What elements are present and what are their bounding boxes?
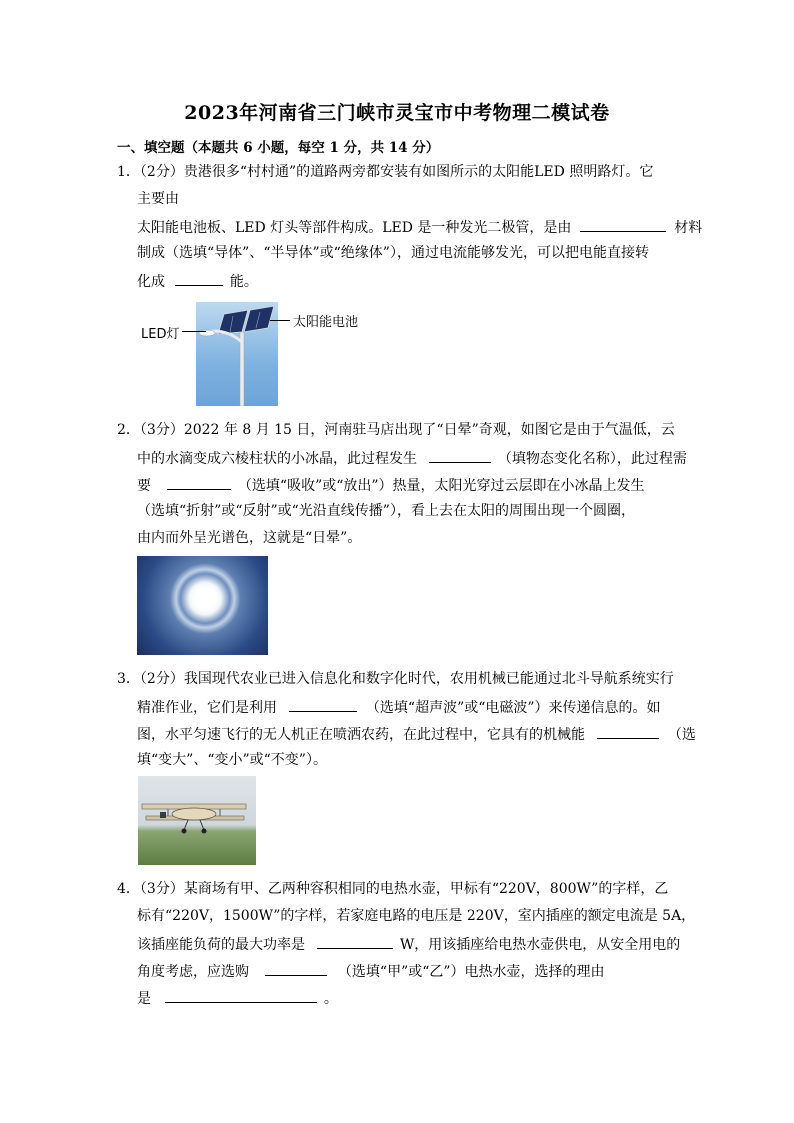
solar-panel-label: 太阳能电池 — [293, 315, 359, 330]
q4-line-3-end: W，用该插座给电热水壶供电，从安全用电的 — [399, 937, 681, 953]
panel-leader-line — [270, 320, 290, 321]
q2-line-2-end: （填物态变化名称），此过程需 — [497, 451, 687, 467]
q3-blank-2[interactable] — [597, 724, 659, 739]
q3-line-3-end: （选 — [667, 727, 696, 743]
q2-blank-2[interactable] — [167, 475, 231, 490]
q3-line-2-text: 精准作业，它们是利用 — [137, 700, 277, 716]
section-heading: 一、填空题（本题共 6 小题，每空 1 分，共 14 分） — [117, 140, 440, 156]
q1-line-3-text: 太阳能电池板、LED 灯头等部件构成。LED 是一种发光二极管，是由 — [137, 220, 572, 236]
q4-line-3-text: 该插座能负荷的最大功率是 — [137, 937, 305, 953]
q4-line-4-text: 角度考虑，应选购 — [137, 964, 249, 980]
q3-line-3-text: 图，水平匀速飞行的无人机正在喷洒农药，在此过程中，它具有的机械能 — [137, 727, 585, 743]
q1-line-1: 1．（2分）贵港很多“村村通”的道路两旁都安装有如图所示的太阳能LED 照明路灯。它 — [117, 164, 654, 180]
sun-halo-image — [137, 556, 268, 655]
q3-line-2 — [137, 697, 661, 717]
q2-line-5: 由内而外呈光谱色，这就是“日晕”。 — [137, 530, 362, 546]
q2-line-1: 2．（3分）2022 年 8 月 15 日，河南驻马店出现了“日晕”奇观，如图它是由于气温低，云 — [117, 422, 675, 438]
q4-line-3 — [137, 934, 680, 954]
q4-line-5-text: 是 — [137, 991, 151, 1007]
q1-line-3 — [137, 217, 702, 237]
q2-line-3 — [137, 475, 645, 495]
q4-line-5-end: 。 — [323, 991, 338, 1007]
crop-spraying-plane-image — [138, 776, 256, 865]
q2-line-3-end: （选填“吸收”或“放出”）热量，太阳光穿过云层即在小冰晶上发生 — [237, 478, 645, 494]
q2-line-4: （选填“折射”或“反射”或“光沿直线传播”），看上去在太阳的周围出现一个圆圈， — [137, 503, 635, 519]
q1-line-4: 制成（选填“导体”、“半导体”或“绝缘体”），通过电流能够发光，可以把电能直接转 — [137, 245, 649, 261]
q4-blank-2[interactable] — [265, 961, 327, 976]
q1-line-2: 主要由 — [137, 191, 179, 207]
q3-line-3 — [137, 724, 696, 744]
q1-line-3-end: 材料 — [674, 220, 703, 236]
page-title: 2023年河南省三门峡市灵宝市中考物理二模试卷 — [184, 102, 610, 124]
q4-line-2: 标有“220V，1500W”的字样，若家庭电路的电压是 220V，室内插座的额定电流是 5A， — [137, 908, 696, 924]
q4-blank-3[interactable] — [165, 988, 317, 1003]
q4-blank-1[interactable] — [317, 934, 393, 949]
led-leader-line — [182, 331, 206, 332]
q2-line-2 — [137, 448, 687, 468]
q1-line-5 — [137, 271, 258, 291]
q1-blank-1[interactable] — [580, 217, 666, 232]
q1-line-5-end: 能。 — [229, 274, 258, 290]
q4-line-5 — [137, 988, 338, 1008]
q1-line-5-text: 化成 — [137, 274, 165, 290]
q3-blank-1[interactable] — [289, 697, 357, 712]
q3-line-1: 3．（2分）我国现代农业已进入信息化和数字化时代，农用机械已能通过北斗导航系统实行 — [117, 671, 674, 687]
solar-street-light-image — [196, 302, 278, 406]
q4-line-1: 4．（3分）某商场有甲、乙两种容积相同的电热水壶，甲标有“220V，800W”的字样，乙 — [117, 881, 669, 897]
q2-line-3-text: 要 — [137, 478, 151, 494]
q2-line-2-text: 中的水滴变成六棱柱状的小冰晶，此过程发生 — [137, 451, 417, 467]
q3-line-2-end: （选填“超声波”或“电磁波”）来传递信息的。如 — [365, 700, 661, 716]
q3-line-4: 填“变大”、“变小”或“不变”）。 — [137, 752, 327, 768]
q2-blank-1[interactable] — [429, 448, 491, 463]
q4-line-4-end: （选填“甲”或“乙”）电热水壶，选择的理由 — [337, 964, 605, 980]
q1-blank-2[interactable] — [175, 271, 223, 286]
q4-line-4 — [137, 961, 605, 981]
led-label: LED灯 — [141, 327, 180, 342]
